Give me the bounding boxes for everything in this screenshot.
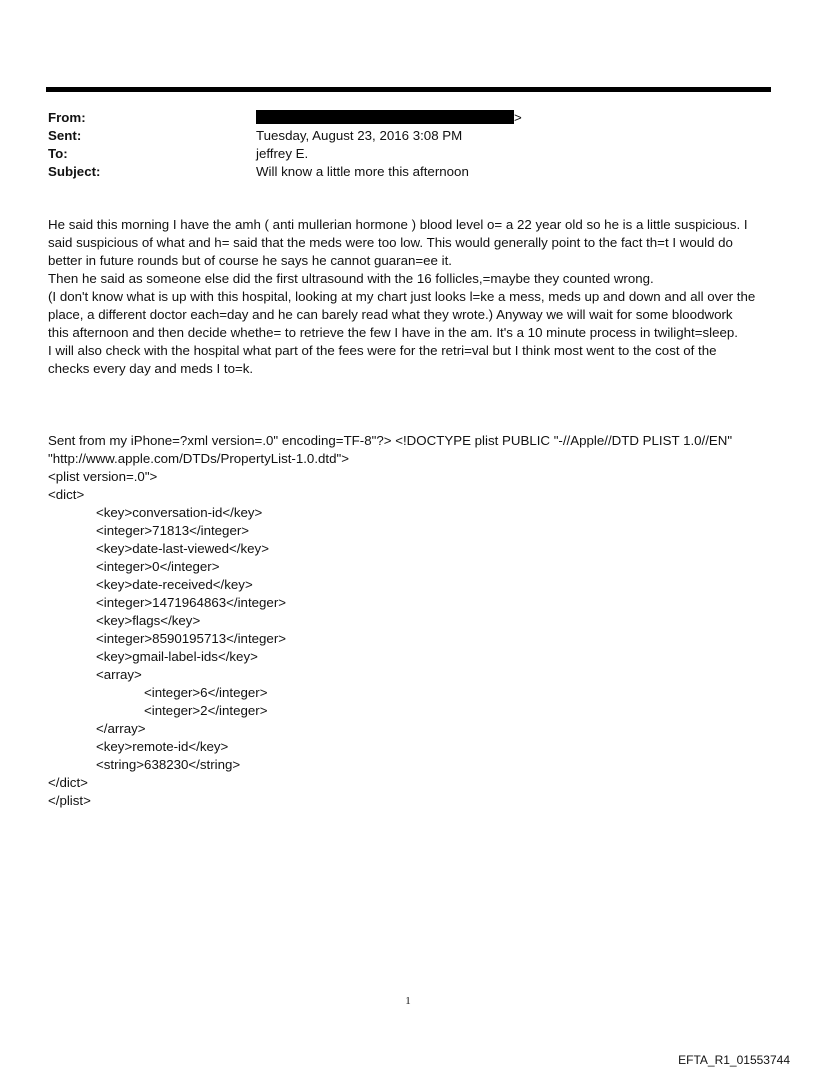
email-body [48, 216, 773, 378]
document-id: EFTA_R1_01553744 [678, 1053, 790, 1067]
plist-line: <integer>71813</integer> [96, 523, 250, 538]
plist-line: </plist> [48, 793, 91, 808]
plist-line: <plist version=.0"> [48, 469, 158, 484]
plist-line: <integer>8590195713</integer> [96, 631, 287, 646]
plist-line: <integer>2</integer> [144, 703, 268, 718]
to-value: jeffrey E. [256, 146, 309, 161]
body-line: He said this morning I have the amh ( anti mullerian hormone ) blood level o= a 22 year old so he is a little suspicious. I [48, 217, 748, 232]
plist-line: <key>flags</key> [96, 613, 201, 628]
subject-row [48, 163, 768, 181]
plist-line: <key>gmail-label-ids</key> [96, 649, 258, 664]
sent-value: Tuesday, August 23, 2016 3:08 PM [256, 128, 463, 143]
to-row [48, 145, 768, 163]
plist-block [48, 432, 773, 810]
body-line: said suspicious of what and h= said that the meds were too low. This would generally point to the fact th=t I would do [48, 235, 733, 250]
redaction-block [256, 110, 514, 124]
plist-line: <key>date-received</key> [96, 577, 253, 592]
plist-line: <key>conversation-id</key> [96, 505, 263, 520]
sent-row [48, 127, 768, 145]
body-line: (I don't know what is up with this hospital, looking at my chart just looks l=ke a mess, meds up and down and all over the [48, 289, 756, 304]
body-line: I will also check with the hospital what part of the fees were for the retri=val but I think most went to the cost of the [48, 343, 717, 358]
plist-line: "http://www.apple.com/DTDs/PropertyList-1.0.dtd"> [48, 451, 349, 466]
plist-line: <integer>0</integer> [96, 559, 220, 574]
plist-line: <integer>6</integer> [144, 685, 268, 700]
subject-label: Subject: [48, 164, 101, 179]
from-label: From: [48, 110, 86, 125]
plist-line: </array> [96, 721, 146, 736]
header-rule [46, 87, 771, 92]
email-header [48, 109, 768, 181]
body-line: better in future rounds but of course he says he cannot guaran=ee it. [48, 253, 452, 268]
from-suffix: > [514, 110, 522, 125]
body-line: this afternoon and then decide whethe= to retrieve the few I have in the am. It's a 10 minute process in twilight=sleep. [48, 325, 738, 340]
plist-line: </dict> [48, 775, 88, 790]
plist-line: <dict> [48, 487, 85, 502]
body-line: checks every day and meds I to=k. [48, 361, 254, 376]
plist-line: <key>date-last-viewed</key> [96, 541, 269, 556]
from-value [256, 109, 522, 127]
plist-line: <array> [96, 667, 142, 682]
body-line: place, a different doctor each=day and he can barely read what they wrote.) Anyway we will wait for some bloodwork [48, 307, 733, 322]
plist-line: <key>remote-id</key> [96, 739, 229, 754]
to-label: To: [48, 146, 68, 161]
from-row [48, 109, 768, 127]
sent-label: Sent: [48, 128, 82, 143]
plist-line: Sent from my iPhone=?xml version=.0" encoding=TF-8"?> <!DOCTYPE plist PUBLIC "-//Apple//DTD PLIST 1.0//EN" [48, 433, 733, 448]
plist-line: <string>638230</string> [96, 757, 241, 772]
subject-value: Will know a little more this afternoon [256, 164, 469, 179]
body-line: Then he said as someone else did the first ultrasound with the 16 follicles,=maybe they counted wrong. [48, 271, 654, 286]
plist-line: <integer>1471964863</integer> [96, 595, 287, 610]
page-number: 1 [405, 995, 411, 1007]
